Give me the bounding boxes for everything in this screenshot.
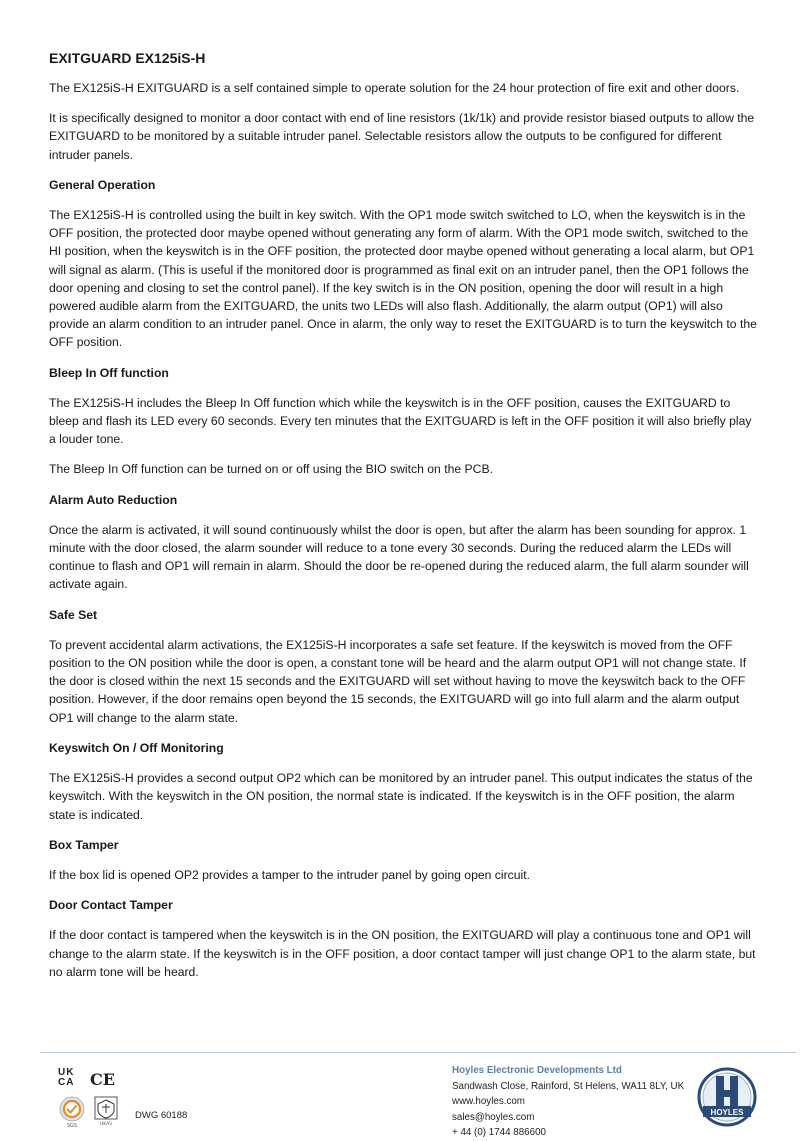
svg-text:HOYLES: HOYLES [710, 1108, 744, 1117]
intro-paragraph: The EX125iS-H EXITGUARD is a self contained simple to operate solution for the 24 hour protection of fire exit and other doors. [49, 81, 740, 95]
section-paragraph: The EX125iS-H includes the Bleep In Off function which while the keyswitch is in the OFF position, causes the EXITGUARD to bleep and flash its LED every 60 seconds. Every ten minutes that the EXITGUARD is left in the OFF position it will also briefly play a louder tone. [49, 395, 752, 447]
section-paragraph: The EX125iS-H provides a second output OP2 which can be monitored by an intruder panel. This output indicates the status of the keyswitch. With the keyswitch in the ON position, the normal state is indicated. If the keyswitch is in the OFF position, the alarm state is indicated. [49, 771, 753, 822]
intro-paragraph: It is specifically designed to monitor a door contact with end of line resistors (1k/1k) and provide resistor biased outputs to allow the EXITGUARD to be monitored by a suitable intruder panel. Selectable resistors allow the outputs to be configured for different intruder panels. [49, 111, 755, 162]
company-details [452, 1063, 684, 1141]
document-body [49, 79, 761, 993]
section-heading: Safe Set [49, 607, 98, 622]
document-title: EXITGUARD EX125iS-H [49, 50, 206, 66]
svg-text:UKAS: UKAS [99, 1122, 113, 1127]
ce-mark-icon: CE [90, 1070, 115, 1089]
company-website: www.hoyles.com [452, 1096, 525, 1107]
company-phone: + 44 (0) 1744 886600 [452, 1127, 546, 1138]
section-paragraph: If the box lid is opened OP2 provides a tamper to the intruder panel by going open circuit. [49, 867, 531, 882]
company-email: sales@hoyles.com [452, 1111, 535, 1123]
section-paragraph: The Bleep In Off function can be turned on or off using the BIO switch on the PCB. [49, 462, 493, 477]
hoyles-logo-icon [697, 1066, 757, 1128]
section-heading: General Operation [49, 177, 156, 192]
ukca-mark-icon: UK CA [58, 1067, 75, 1088]
section-paragraph: The EX125iS-H is controlled using the built in key switch. With the OP1 mode switch switched to LO, when the keyswitch is in the OFF position, the protected door maybe opened without generating any form of alarm. With the OP1 mode switch, switched to the HI position, when the keyswitch is in the OFF position, the protected door maybe opened without generating a local alarm, but OP1 will signal as alarm. (This is useful if the monitored door is programmed as final exit on an intruder panel, then the OP1 follows the door opening and closing to set the control panel). If the key switch is in the ON position, opening the door will result in a high powered audible alarm from the EXITGUARD, the units two LEDs will also flash. Additionally, the alarm output (OP1) will also provide an alarm condition to an intruder panel. Once in alarm, the only way to reset the EXITGUARD is to turn the keyswitch to the OFF position. [49, 208, 757, 350]
company-name: Hoyles Electronic Developments Ltd [452, 1065, 622, 1076]
section-heading: Alarm Auto Reduction [49, 492, 178, 507]
footer-divider [40, 1052, 796, 1053]
section-heading: Box Tamper [49, 837, 119, 852]
section-heading: Bleep In Off function [49, 365, 169, 380]
section-heading: Keyswitch On / Off Monitoring [49, 740, 224, 755]
drawing-number: DWG 60188 [135, 1110, 188, 1121]
company-address: Sandwash Close, Rainford, St Helens, WA11 8LY, UK [452, 1080, 685, 1092]
sgs-certification-icon [58, 1096, 86, 1128]
certification-logos [58, 1068, 128, 1132]
section-paragraph: To prevent accidental alarm activations, the EX125iS-H incorporates a safe set feature. If the keyswitch is moved from the OFF position to the ON position while the door is open, a constant tone will be heard and the alarm output OP1 will not change state. If the door is closed within the next 15 seconds and the EXITGUARD will set without having to move the keyswitch back to the OFF position. However, if the door remains open beyond the 15 seconds, the EXITGUARD will go into full alarm and the alarm output OP1 will change to the alarm state. [49, 637, 747, 725]
section-heading: Door Contact Tamper [49, 898, 173, 913]
section-paragraph: If the door contact is tampered when the keyswitch is in the ON position, the EXITGUARD will play a continuous tone and OP1 will change to the alarm state. If the keyswitch is in the OFF position, a door contact tamper will just change OP1 to the alarm state, but no alarm tone will be heard. [49, 928, 756, 979]
ukas-certification-icon [92, 1096, 120, 1128]
svg-text:SGS: SGS [66, 1123, 78, 1128]
section-paragraph: Once the alarm is activated, it will sound continuously whilst the door is open, but after the alarm has been sounding for approx. 1 minute with the door closed, the alarm sounder will reduce to a tone every 30 seconds. During the reduced alarm the LEDs will continue to flash and OP1 will remain in alarm. Should the door be re-opened during the reduced alarm, the full alarm sounder will activate again. [49, 522, 749, 592]
